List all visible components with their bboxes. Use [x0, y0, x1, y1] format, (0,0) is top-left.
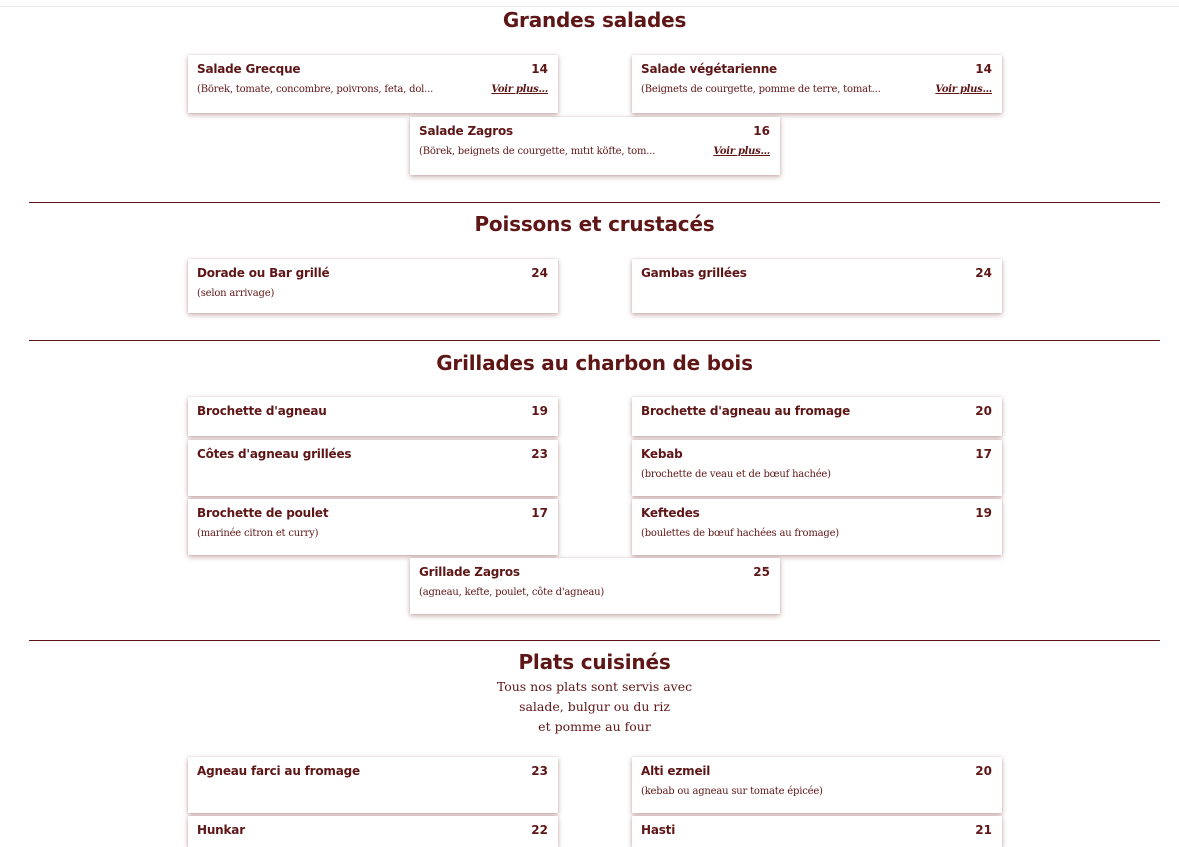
menu-item-card[interactable]: [632, 259, 1002, 313]
item-name: Alti ezmeil: [641, 764, 711, 778]
menu-item-card[interactable]: [188, 440, 558, 496]
menu-item-card[interactable]: [632, 55, 1002, 113]
item-price: 14: [975, 62, 992, 76]
section-title-grillades: Grillades au charbon de bois: [436, 351, 753, 375]
item-name: Brochette d'agneau au fromage: [641, 404, 851, 418]
item-price: 23: [531, 447, 548, 461]
item-name: Côtes d'agneau grillées: [197, 447, 352, 461]
section-subtitle-line: salade, bulgur ou du riz: [519, 699, 670, 714]
menu-item-card[interactable]: [188, 499, 558, 555]
see-more-link[interactable]: Voir plus...: [491, 84, 548, 95]
item-price: 20: [975, 404, 992, 418]
top-border: [0, 6, 1179, 7]
item-name: Agneau farci au fromage: [197, 764, 360, 778]
item-description: (boulettes de bœuf hachées au fromage): [641, 528, 839, 539]
section-divider: [29, 340, 1160, 341]
menu-item-card[interactable]: [188, 55, 558, 113]
item-price: 16: [753, 124, 770, 138]
section-divider: [29, 640, 1160, 641]
item-price: 22: [531, 823, 548, 837]
item-price: 19: [531, 404, 548, 418]
section-subtitle-line: et pomme au four: [538, 719, 651, 734]
item-name: Brochette de poulet: [197, 506, 329, 520]
item-price: 24: [975, 266, 992, 280]
menu-item-card[interactable]: [410, 117, 780, 175]
item-name: Keftedes: [641, 506, 700, 520]
menu-item-card[interactable]: [632, 397, 1002, 436]
item-description: (marinée citron et curry): [197, 528, 319, 539]
item-price: 19: [975, 506, 992, 520]
item-price: 21: [975, 823, 992, 837]
item-name: Salade végétarienne: [641, 62, 777, 76]
item-name: Grillade Zagros: [419, 565, 520, 579]
item-name: Gambas grillées: [641, 266, 747, 280]
see-more-link[interactable]: Voir plus...: [713, 146, 770, 157]
menu-item-card[interactable]: [632, 440, 1002, 496]
menu-item-card[interactable]: [188, 259, 558, 313]
section-title-plats: Plats cuisinés: [518, 650, 671, 674]
item-price: 20: [975, 764, 992, 778]
menu-item-card[interactable]: [632, 757, 1002, 813]
menu-item-card[interactable]: [188, 816, 558, 847]
item-description: (kebab ou agneau sur tomate épicée): [641, 786, 823, 797]
menu-item-card[interactable]: [188, 757, 558, 813]
item-description: (selon arrivage): [197, 288, 275, 299]
menu-item-card[interactable]: [632, 816, 1002, 847]
menu-item-card[interactable]: [410, 558, 780, 614]
item-name: Kebab: [641, 447, 683, 461]
menu-item-card[interactable]: [632, 499, 1002, 555]
item-price: 17: [975, 447, 992, 461]
section-title-salades: Grandes salades: [502, 8, 687, 32]
item-price: 25: [753, 565, 770, 579]
item-description: (Beignets de courgette, pomme de terre, tomat...: [641, 84, 881, 95]
item-description: (Börek, beignets de courgette, mıtıt köfte, tom...: [419, 146, 656, 157]
menu-item-card[interactable]: [188, 397, 558, 436]
see-more-link[interactable]: Voir plus...: [935, 84, 992, 95]
item-description: (agneau, kefte, poulet, côte d'agneau): [419, 587, 605, 598]
item-price: 17: [531, 506, 548, 520]
section-subtitle-line: Tous nos plats sont servis avec: [496, 679, 693, 694]
item-description: (brochette de veau et de bœuf hachée): [641, 469, 831, 480]
item-name: Brochette d'agneau: [197, 404, 327, 418]
item-name: Hasti: [641, 823, 676, 837]
item-description: (Börek, tomate, concombre, poivrons, feta, dol...: [197, 84, 434, 95]
item-name: Salade Zagros: [419, 124, 513, 138]
item-name: Salade Grecque: [197, 62, 301, 76]
item-name: Hunkar: [197, 823, 245, 837]
item-price: 14: [531, 62, 548, 76]
item-price: 24: [531, 266, 548, 280]
section-title-poissons: Poissons et crustacés: [474, 212, 715, 236]
item-name: Dorade ou Bar grillé: [197, 266, 330, 280]
section-divider: [29, 202, 1160, 203]
item-price: 23: [531, 764, 548, 778]
